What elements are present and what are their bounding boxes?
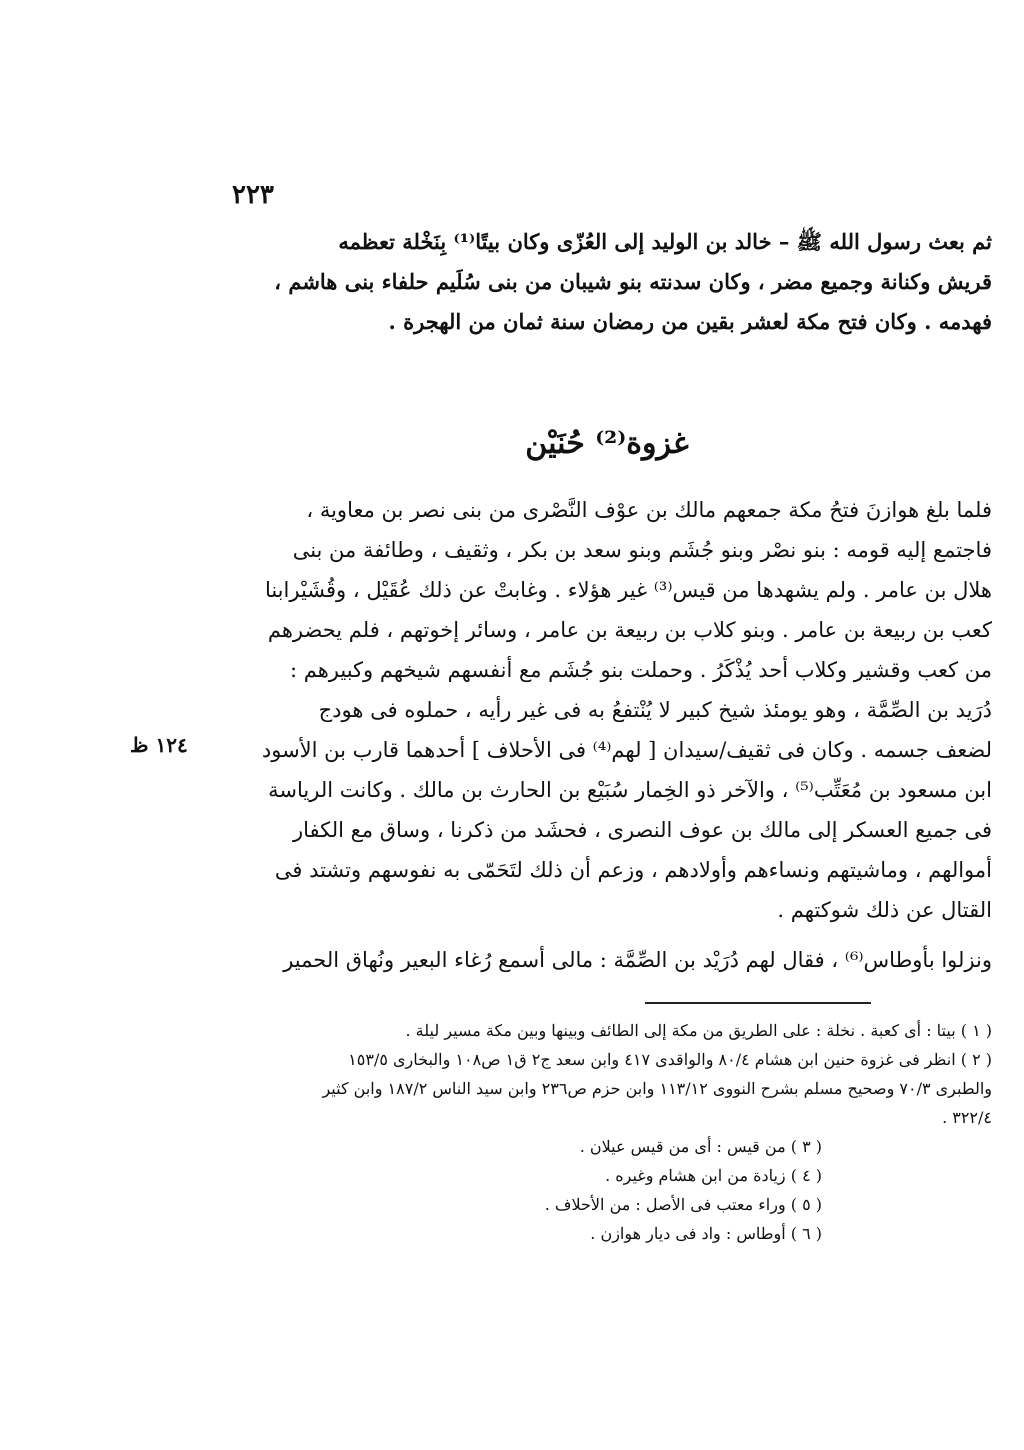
second-paragraph xyxy=(222,940,992,980)
text-line: دُرَيد بن الصِّمَّة ، وهو يومئذ شيخ كبير لا يُنْتفعُ به فى غير رأيه ، حملوه فى هودج xyxy=(318,698,992,722)
text-line: فلما بلغ هوازنَ فتحُ مكة جمعهم مالك بن عوْف النَّصْرى من بنى نصر بن معاوية ، xyxy=(306,498,992,522)
margin-folio-note: ١٢٤ ظ xyxy=(130,733,188,757)
text-line: فاجتمع إليه قومه : بنو نصْر وبنو جُشَم وبنو سعد بن بكر ، وثقيف ، وطائفة من بنى xyxy=(292,538,992,562)
text-line: أموالهم ، وماشيتهم ونساءهم وأولادهم ، وزعم أن ذلك لتَحَمّى به نفوسهم وتشتد فى xyxy=(274,858,992,882)
text-line: ونزلوا بأوطاس⁽⁶⁾ ، فقال لهم دُرَيْد بن الصِّمَّة : مالى أسمع رُغاء البعير ونُهاق الحمير xyxy=(283,948,992,972)
footnote-divider xyxy=(645,1002,871,1004)
text-line: هلال بن عامر . ولم يشهدها من قيس⁽³⁾ غير هؤلاء . وغابتْ عن ذلك عُقَيْل ، وقُشَيْرابنا xyxy=(264,578,992,602)
footnote-line: ( ١ ) بيتا : أى كعبة . نخلة : على الطريق من مكة إلى الطائف وبينها وبين مكة مسير ليلة . xyxy=(405,1021,992,1040)
text-line: فى جميع العسكر إلى مالك بن عوف النصرى ، فحشَد من ذكرنا ، وساق مع الكفار xyxy=(292,818,992,842)
main-paragraph xyxy=(222,490,992,930)
footnotes xyxy=(200,1016,992,1248)
intro-paragraph xyxy=(222,222,992,342)
footnote-line: ( ٣ ) من قيس : أى من قيس عيلان . xyxy=(579,1137,822,1156)
footnote-line: ( ٥ ) وراء معتب فى الأصل : من الأحلاف . xyxy=(544,1195,822,1214)
text-line: القتال عن ذلك شوكتهم . xyxy=(777,898,992,922)
page-number: ٢٢٣ xyxy=(232,180,274,210)
text-line: قريش وكنانة وجميع مضر ، وكان سدنته بنو شيبان من بنى سُلَيم حلفاء بنى هاشم ، xyxy=(274,269,992,294)
section-heading: غزوة⁽²⁾ حُنَيْن xyxy=(525,426,689,461)
footnote-line: ٣٢٢/٤ . xyxy=(942,1108,992,1127)
footnote-line: ( ٢ ) انظر فى غزوة حنين ابن هشام ٨٠/٤ والواقدى ٤١٧ وابن سعد ج٢ ق١ ص١٠٨ والبخارى ١٥٣/٥ xyxy=(348,1050,992,1069)
text-line: ثم بعث رسول الله ﷺ – خالد بن الوليد إلى العُزّى وكان بيتًا⁽¹⁾ بِنَخْلة تعظمه xyxy=(338,229,992,254)
footnote-line: والطبرى ٧٠/٣ وصحيح مسلم بشرح النووى ١١٣/١٢ وابن حزم ص٢٣٦ وابن سيد الناس ١٨٧/٢ وابن كثير xyxy=(322,1079,992,1098)
text-line: فهدمه . وكان فتح مكة لعشر بقين من رمضان سنة ثمان من الهجرة . xyxy=(388,309,992,334)
text-line: لضعف جسمه . وكان فى ثقيف/سيدان [ لهم⁽⁴⁾ فى الأحلاف ] أحدهما قارب بن الأسود xyxy=(261,738,992,762)
footnote-line: ( ٤ ) زيادة من ابن هشام وغيره . xyxy=(605,1166,822,1185)
text-line: ابن مسعود بن مُعَتِّب⁽⁵⁾ ، والآخر ذو الخِمار سُبَيْع بن الحارث بن مالك . وكانت الرياسة xyxy=(268,778,992,802)
text-line: كعب بن ربيعة بن عامر . وبنو كلاب بن ربيعة بن عامر ، وسائر إخوتهم ، فلم يحضرهم xyxy=(267,618,992,642)
footnote-line: ( ٦ ) أوطاس : واد فى ديار هوازن . xyxy=(590,1224,822,1243)
text-line: من كعب وقشير وكلاب أحد يُذْكَرُ . وحملت بنو جُشَم مع أنفسهم شيخهم وكبيرهم : xyxy=(289,658,992,682)
